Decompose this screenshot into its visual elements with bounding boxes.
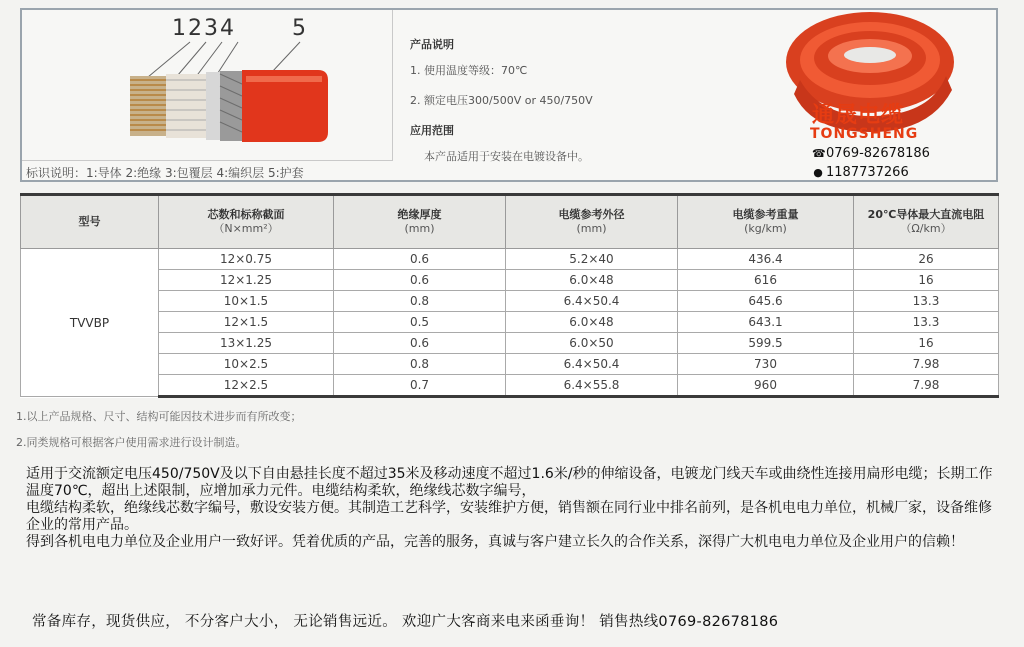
spec-table bbox=[20, 193, 999, 398]
cell-diameter: 6.4×50.4 bbox=[506, 354, 678, 375]
product-paragraph bbox=[26, 466, 1001, 551]
layer-number-5: 5 bbox=[292, 16, 308, 41]
table-row bbox=[21, 354, 999, 375]
scope-text: 本产品适用于安装在电镀设备中。 bbox=[424, 150, 589, 163]
cell-weight: 616 bbox=[678, 270, 854, 291]
cell-diameter: 6.0×48 bbox=[506, 270, 678, 291]
header-model: 型号 bbox=[21, 195, 159, 249]
table-row bbox=[21, 333, 999, 354]
cell-cores: 13×1.25 bbox=[159, 333, 334, 354]
table-row bbox=[21, 249, 999, 270]
table-row bbox=[21, 270, 999, 291]
cell-diameter: 6.0×50 bbox=[506, 333, 678, 354]
table-row bbox=[21, 312, 999, 333]
cell-weight: 643.1 bbox=[678, 312, 854, 333]
phone-contact bbox=[812, 146, 930, 161]
product-description bbox=[410, 36, 700, 164]
sales-hotline-footer: 常备库存，现货供应， 不分客户大小， 无论销售远近。 欢迎广大客商来电来函垂询！ 销售热线0769-82678186 bbox=[32, 614, 779, 630]
cell-cores: 12×2.5 bbox=[159, 375, 334, 397]
note-2: 2.同类规格可根据客户使用需求进行设计制造。 bbox=[16, 436, 247, 449]
cell-resistance: 13.3 bbox=[854, 312, 999, 333]
cell-weight: 645.6 bbox=[678, 291, 854, 312]
cell-cores: 12×1.25 bbox=[159, 270, 334, 291]
cell-resistance: 16 bbox=[854, 333, 999, 354]
table-header-row bbox=[21, 195, 999, 249]
cell-weight: 730 bbox=[678, 354, 854, 375]
phone-icon: ☎ bbox=[812, 147, 826, 160]
cell-thickness: 0.6 bbox=[334, 270, 506, 291]
cell-diameter: 6.0×48 bbox=[506, 312, 678, 333]
header-diameter: 电缆参考外径 (mm) bbox=[506, 195, 678, 249]
cell-diameter: 6.4×50.4 bbox=[506, 291, 678, 312]
cell-thickness: 0.6 bbox=[334, 249, 506, 270]
scope-heading: 应用范围 bbox=[410, 124, 454, 137]
paragraph-3: 得到各机电电力单位及企业用户一致好评。凭着优质的产品，完善的服务，真诚与客户建立长久的合作关系，深得广大机电电力单位及企业用户的信赖！ bbox=[26, 534, 964, 550]
header-cores: 芯数和标称截面 （N×mm²） bbox=[159, 195, 334, 249]
cell-resistance: 7.98 bbox=[854, 375, 999, 397]
qq-penguin-icon: ● bbox=[813, 166, 823, 179]
brand-name-cn: 通晟电缆 bbox=[812, 103, 905, 128]
header-resistance: 20℃导体最大直流电阻 （Ω/km） bbox=[854, 195, 999, 249]
cell-diameter: 6.4×55.8 bbox=[506, 375, 678, 397]
header-thickness: 绝缘厚度 (mm) bbox=[334, 195, 506, 249]
cell-thickness: 0.6 bbox=[334, 333, 506, 354]
cell-weight: 436.4 bbox=[678, 249, 854, 270]
table-row bbox=[21, 291, 999, 312]
description-heading: 产品说明 bbox=[410, 38, 454, 51]
phone-number: 0769-82678186 bbox=[826, 146, 930, 161]
qq-number: 1187737266 bbox=[826, 165, 909, 180]
layer-numbers-1-4: 1234 bbox=[172, 16, 236, 41]
note-1: 1.以上产品规格、尺寸、结构可能因技术进步而有所改变； bbox=[16, 410, 302, 423]
flat-cable-illustration bbox=[22, 10, 392, 160]
temperature-rating: 1. 使用温度等级：70℃ bbox=[410, 64, 528, 77]
cell-thickness: 0.8 bbox=[334, 291, 506, 312]
cell-weight: 599.5 bbox=[678, 333, 854, 354]
cell-thickness: 0.5 bbox=[334, 312, 506, 333]
paragraph-2: 电缆结构柔软，绝缘线芯数字编号，敷设安装方便。其制造工艺科学，安装维护方便，销售额在同行业中排名前列，是各机电电力单位，机械厂家，设备维修企业的常用产品。 bbox=[26, 500, 992, 533]
model-cell: TVVBP bbox=[21, 249, 159, 397]
paragraph-1: 适用于交流额定电压450/750V及以下自由悬挂长度不超过35米及移动速度不超过1.6米/秒的伸缩设备，电镀龙门线天车或曲绕性连接用扁形电缆；长期工作温度70℃，超出上述限制，应增加承力元件。电缆结构柔软，绝缘线芯数字编号， bbox=[26, 466, 993, 499]
cable-structure-diagram bbox=[22, 10, 393, 161]
cell-resistance: 26 bbox=[854, 249, 999, 270]
cell-resistance: 7.98 bbox=[854, 354, 999, 375]
table-row bbox=[21, 375, 999, 397]
brand-name-en: TONGSHENG bbox=[810, 126, 919, 142]
cell-thickness: 0.8 bbox=[334, 354, 506, 375]
diagram-legend: 标识说明：1:导体 2:绝缘 3:包覆层 4:编织层 5:护套 bbox=[26, 166, 304, 180]
cell-diameter: 5.2×40 bbox=[506, 249, 678, 270]
cell-resistance: 13.3 bbox=[854, 291, 999, 312]
cell-weight: 960 bbox=[678, 375, 854, 397]
voltage-rating: 2. 额定电压300/500V or 450/750V bbox=[410, 94, 593, 107]
cell-resistance: 16 bbox=[854, 270, 999, 291]
cell-thickness: 0.7 bbox=[334, 375, 506, 397]
header-weight: 电缆参考重量 (kg/km) bbox=[678, 195, 854, 249]
cell-cores: 10×1.5 bbox=[159, 291, 334, 312]
cell-cores: 12×1.5 bbox=[159, 312, 334, 333]
cell-cores: 12×0.75 bbox=[159, 249, 334, 270]
cell-cores: 10×2.5 bbox=[159, 354, 334, 375]
qq-contact bbox=[812, 165, 909, 180]
